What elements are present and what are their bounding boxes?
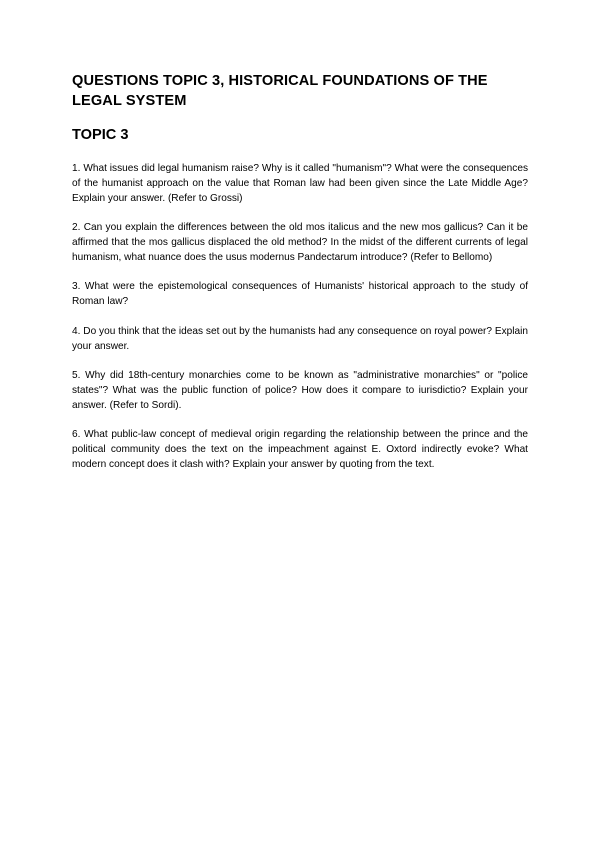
question-6: 6. What public-law concept of medieval origin regarding the relationship between the prince and the political community does the text on the impeachment against E. Oxtord indirectly evoke? What modern concept does it clash with? Explain your answer by quoting from the text. — [72, 429, 528, 471]
question-4: 4. Do you think that the ideas set out by the humanists had any consequence on royal power? Explain your answer. — [72, 325, 528, 352]
question-5: 5. Why did 18th-century monarchies come to be known as "administrative monarchies" or "police states"? What was the public function of police? How does it compare to iurisdictio? Explain your answer. (Refer to Sordi). — [72, 370, 528, 411]
document-title: QUESTIONS TOPIC 3, HISTORICAL FOUNDATIONS OF THE LEGAL SYSTEM — [72, 73, 488, 109]
question-list — [72, 162, 528, 473]
question-2: 2. Can you explain the differences between the old mos italicus and the new mos gallicus? Can it be affirmed that the mos gallicus displaced the old method? In the midst of the different currents of legal humanism, what nuance does the usus modernus Pandectarum introduce? (Refer to Bellomo) — [72, 222, 528, 264]
question-1: 1. What issues did legal humanism raise? Why is it called "humanism"? What were the consequences of the humanist approach on the value that Roman law had been given since the Late Middle Age? Explain your answer. (Refer to Grossi) — [72, 163, 528, 204]
question-3: 3. What were the epistemological consequences of Humanists' historical approach to the study of Roman law? — [72, 281, 528, 308]
document-page — [72, 71, 528, 488]
section-heading: TOPIC 3 — [72, 127, 129, 143]
